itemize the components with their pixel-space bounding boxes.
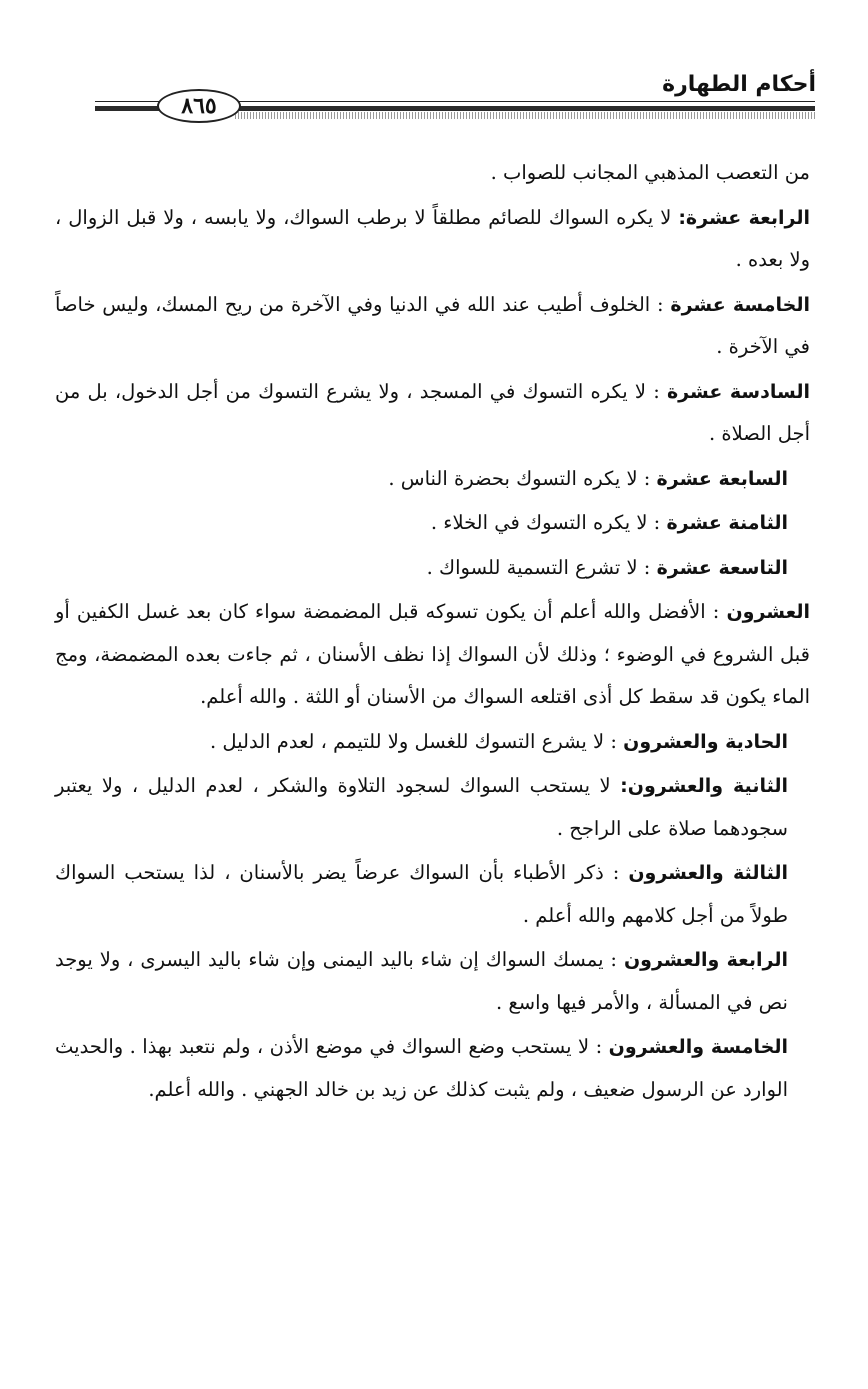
paragraph-19 xyxy=(55,547,810,590)
paragraph-text: من التعصب المذهبي المجانب للصواب . xyxy=(490,161,810,184)
ruling-label: الثامنة عشرة xyxy=(666,512,788,534)
ruling-label: السادسة عشرة xyxy=(666,380,810,403)
paragraph-continued xyxy=(55,152,810,195)
page-number: ٨٦٥ xyxy=(157,89,241,123)
paragraph-24 xyxy=(55,939,810,1024)
ruling-label: التاسعة عشرة xyxy=(656,556,788,579)
paragraph-text: : لا يشرع التسوك للغسل ولا للتيمم ، لعدم الدليل . xyxy=(210,729,624,753)
paragraph-23 xyxy=(55,852,810,937)
paragraph-17 xyxy=(55,458,810,501)
paragraph-text: لا يستحب السواك لسجود التلاوة والشكر ، لعدم الدليل ، ولا يعتبر سجودهما صلاة على الراجح . xyxy=(55,774,788,840)
body-text xyxy=(55,152,810,1113)
ruling-label: الخامسة عشرة xyxy=(670,293,811,316)
paragraph-text: : يمسك السواك إن شاء باليد اليمنى وإن شاء باليد اليسرى ، ولا يوجد نص في المسألة ، والأمر فيها واسع . xyxy=(55,948,788,1014)
paragraph-text: : لا يستحب وضع السواك في موضع الأذن ، ولم نتعبد بهذا . والحديث الوارد عن الرسول ضعيف ، ولم يثبت كذلك عن زيد بن خالد الجهني . والله أعلم. xyxy=(55,1035,788,1101)
ruling-label: الثالثة والعشرون xyxy=(628,862,788,884)
paragraph-16 xyxy=(55,371,810,456)
paragraph-text: لا يكره السواك للصائم مطلقاً لا برطب السواك، ولا يابسه ، ولا قبل الزوال ، ولا بعده . xyxy=(55,205,810,271)
running-title: أحكام الطهارة xyxy=(662,72,816,97)
ruling-label: الثانية والعشرون: xyxy=(620,775,788,797)
ruling-label: العشرون xyxy=(726,601,810,623)
ruling-label: الخامسة والعشرون xyxy=(608,1036,788,1058)
paragraph-text: : لا يكره التسوك في الخلاء . xyxy=(430,511,667,534)
paragraph-15 xyxy=(55,284,810,369)
paragraph-text: : الخلوف أطيب عند الله في الدنيا وفي الآخرة من ريح المسك، وليس خاصاً في الآخرة . xyxy=(55,292,810,358)
paragraph-text: : الأفضل والله أعلم أن يكون تسوكه قبل المضمضة سواء كان بعد غسل الكفين أو قبل الشروع في الوضوء ؛ وذلك لأن السواك إذا نظف الأسنان ، ثم جاءت بعده المضمضة، ومج الماء يكون قد سقط كل أذى اقتلعه السواك من الأسنان أو اللثة . والله أعلم. xyxy=(55,600,810,708)
paragraph-text: : لا يكره التسوك بحضرة الناس . xyxy=(388,466,657,490)
paragraph-14 xyxy=(55,197,810,282)
ruling-label: الحادية والعشرون xyxy=(623,730,788,753)
paragraph-20 xyxy=(55,591,810,719)
paragraph-text: : ذكر الأطباء بأن السواك عرضاً يضر بالأسنان ، لذا يستحب السواك طولاً من أجل كلامهم والله أعلم . xyxy=(55,861,788,927)
ruling-label: السابعة عشرة xyxy=(656,467,788,490)
ruling-label: الرابعة عشرة: xyxy=(678,206,811,229)
paragraph-21 xyxy=(55,721,810,764)
ruling-label: الرابعة والعشرون xyxy=(623,949,788,971)
paragraph-25 xyxy=(55,1026,810,1111)
paragraph-18 xyxy=(55,502,810,545)
header-rule-hatch xyxy=(235,112,815,119)
paragraph-text: : لا تشرع التسمية للسواك . xyxy=(426,555,657,579)
paragraph-22 xyxy=(55,765,810,850)
paragraph-text: : لا يكره التسوك في المسجد ، ولا يشرع التسوك من أجل الدخول، بل من أجل الصلاة . xyxy=(55,379,810,445)
